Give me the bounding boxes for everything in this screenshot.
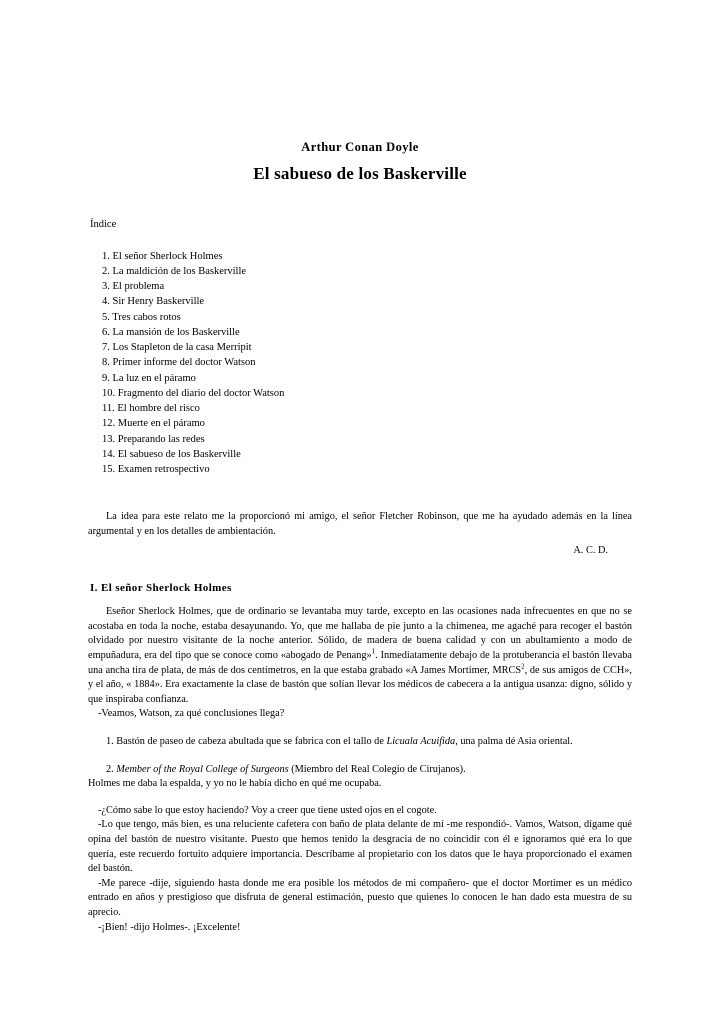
dialogue-line-4: -Me parece -dije, siguiendo hasta donde me era posible los métodos de mi compañero- que el doctor Mortimer es un médico entrado en años y prestigioso que disfruta de general estimación, puesto que quienes lo conocen le han dado esta muestra de su aprecio. xyxy=(88,877,632,918)
footnote-2-number: 2. xyxy=(106,763,117,775)
document-title: El sabueso de los Baskerville xyxy=(253,163,467,183)
footnote-ref-2[interactable]: 2 xyxy=(521,662,525,671)
dialogue-line-3: -Lo que tengo, más bien, es una reluciente cafetera con baño de plata delante de mí -me respondió-. Vamos, Watson, dígame qué opina del bastón de nuestro visitante. Puesto que hemos tenido la desgracia de no coincidir con él e ignoramos qué era lo que quería, este recuerdo fortuito adquiere importancia. Descríbame al propietario con los datos que le haya proporcionado el examen del bastón. xyxy=(88,819,632,875)
document-author: Arthur Conan Doyle xyxy=(301,140,419,154)
index-item[interactable]: 8. Primer informe del doctor Watson xyxy=(102,357,256,369)
index-item[interactable]: 6. La mansión de los Baskerville xyxy=(102,326,240,338)
index-item[interactable]: 13. Preparando las redes xyxy=(102,433,205,445)
footnote-ref-1[interactable]: 1 xyxy=(371,647,376,656)
index-item[interactable]: 14. El sabueso de los Baskerville xyxy=(102,448,241,460)
index-item[interactable]: 7. Los Stapleton de la casa Merripit xyxy=(102,342,252,354)
footnote-2-continuation: Holmes me daba la espalda, y yo no le había dicho en qué me ocupaba. xyxy=(88,778,382,790)
index-item[interactable]: 12. Muerte en el páramo xyxy=(102,418,205,430)
dialogue-line-5: -¡Bien! -dijo Holmes-. ¡Excelente! xyxy=(98,921,241,933)
footnote-2-english-title: Member of the Royal College of Surgeons xyxy=(116,763,289,775)
index-item[interactable]: 1. El señor Sherlock Holmes xyxy=(102,250,223,262)
dialogue-line-2: -¿Cómo sabe lo que estoy haciendo? Voy a creer que tiene usted ojos en el cogote. xyxy=(98,804,437,816)
footnote-1-species-name: Licuala Acuifida xyxy=(386,736,456,748)
opening-paragraph xyxy=(88,594,632,707)
opening-text-part3: , de sus amigos de CCH», y el año, « 1884». Era exactamente la clase de bastón que solían llevar los médicos de cabecera a la antigua usanza: digno, sólido y que inspiraba confianza. xyxy=(88,664,632,705)
opening-text-part2: . Inmediatamente debajo de la protuberancia el bastón llevaba una ancha tira de plata, de más de dos centímetros, en la que estaba grabado «A James Mortimer, MRCS xyxy=(88,650,632,676)
index-item[interactable]: 9. La luz en el páramo xyxy=(102,372,196,384)
index-item[interactable]: 10. Fragmento del diario del doctor Watson xyxy=(102,387,285,399)
index-item[interactable]: 15. Examen retrospectivo xyxy=(102,464,210,476)
footnote-1-part2: , una palma dé Asia oriental. xyxy=(455,736,573,748)
chapter-heading: I. El señor Sherlock Holmes xyxy=(90,582,232,595)
index-item[interactable]: 5. Tres cabos rotos xyxy=(102,311,181,323)
index-item[interactable]: 4. Sir Henry Baskerville xyxy=(102,296,205,308)
index-item[interactable]: 11. El hombre del risco xyxy=(102,403,200,415)
footnote-2 xyxy=(88,750,632,778)
index-item[interactable]: 3. El problema xyxy=(102,281,165,293)
author-signature: A. C. D. xyxy=(573,545,608,557)
index-item[interactable]: 2. La maldición de los Baskerville xyxy=(102,265,247,277)
footnote-2-part2: (Miembro del Real Colegio de Cirujanos). xyxy=(288,763,466,775)
dedication-paragraph: La idea para este relato me la proporcionó mi amigo, el señor Fletcher Robinson, que me ha ayudado además en la línea argumental y en los detalles de ambientación. xyxy=(88,511,632,538)
opening-text-part1: Eseñor Sherlock Holmes, que de ordinario se levantaba muy tarde, excepto en las ocasiones nada infrecuentes en que no se acostaba en toda la noche, estaba desayunando. Yo, que me hallaba de pie junto a la chimenea, me agaché para recoger el bastón olvidado por nuestro visitante de la noche anterior. Sólido, de madera de buena calidad y con un abultamiento a modo de empuñadura, era del tipo que se conoce como «abogado de Penang» xyxy=(88,606,632,662)
footnote-1 xyxy=(88,722,632,750)
dialogue-line-1: -Veamos, Watson, za qué conclusiones llega? xyxy=(98,708,285,720)
index-list xyxy=(88,232,632,478)
index-heading: Índice xyxy=(90,218,117,230)
footnote-1-part1: 1. Bastón de paseo de cabeza abultada que se fabrica con el tallo de xyxy=(106,736,387,748)
